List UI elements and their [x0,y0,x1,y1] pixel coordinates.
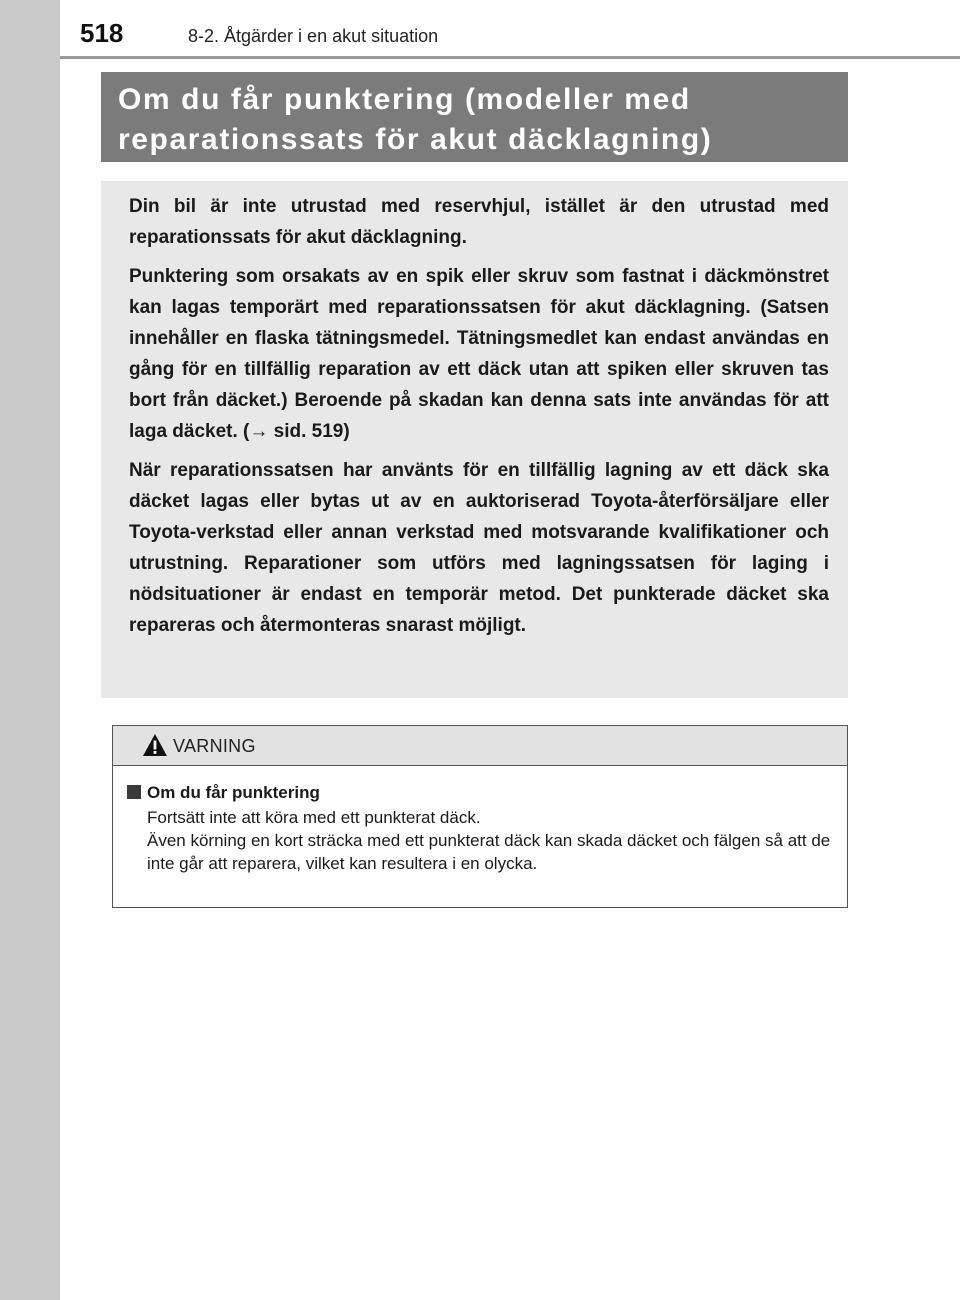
warning-text-1: Fortsätt inte att köra med ett punkterat däck. [147,808,481,827]
warning-box [112,725,848,908]
warning-triangle-icon [142,733,168,757]
page-header [60,0,960,60]
section-title-line-1: Om du får punktering (modeller med [118,83,691,116]
section-label: 8-2. Åtgärder i en akut situation [188,26,439,46]
page-number: 518 [80,18,124,48]
section-title-line-2: reparationssats för akut däcklagning) [118,123,713,156]
warning-label: VARNING [173,736,256,756]
warning-body [113,766,847,875]
intro-paragraph-3: När reparationssatsen har använts för en tillfällig lagning av ett däck ska däcket lagas eller bytas ut av en auktoriserad Toyota-återförsäljare eller Toyota-verkstad eller annan verkstad med motsvarande kvalifikationer och utrustning. Reparationer som utförs med lagningssatsen för laging i nödsituationer är endast en temporär metod. Det punkterade däcket ska repareras och återmonteras snarast möjligt. [129,460,829,636]
intro-paragraph-2: Punktering som orsakats av en spik eller skruv som fastnat i däckmönstret kan lagas temporärt med reparationssatsen för akut däcklagning. (Satsen innehåller en flaska tätningsmedel. Tätningsmedlet kan endast användas en gång för en tillfällig reparation av ett däck utan att spiken eller skruven tas bort från däcket.) Beroende på skadan kan denna sats inte användas för att laga däcket. (→ sid. 519) [129,266,829,442]
warning-heading-text: Om du får punktering [147,783,320,802]
side-margin-bar [0,0,60,1300]
intro-box [101,181,848,698]
warning-heading [127,780,833,806]
section-title-box [101,72,848,162]
header-divider [60,56,960,59]
warning-text-2: Även körning en kort sträcka med ett punkterat däck kan skada däcket och fälgen så att de inte går att reparera, vilket kan resultera i en olycka. [147,831,831,873]
square-bullet-icon [127,785,141,799]
intro-paragraph-1: Din bil är inte utrustad med reservhjul, istället är den utrustad med reparationssats för akut däcklagning. [129,196,829,248]
warning-header [113,726,847,766]
